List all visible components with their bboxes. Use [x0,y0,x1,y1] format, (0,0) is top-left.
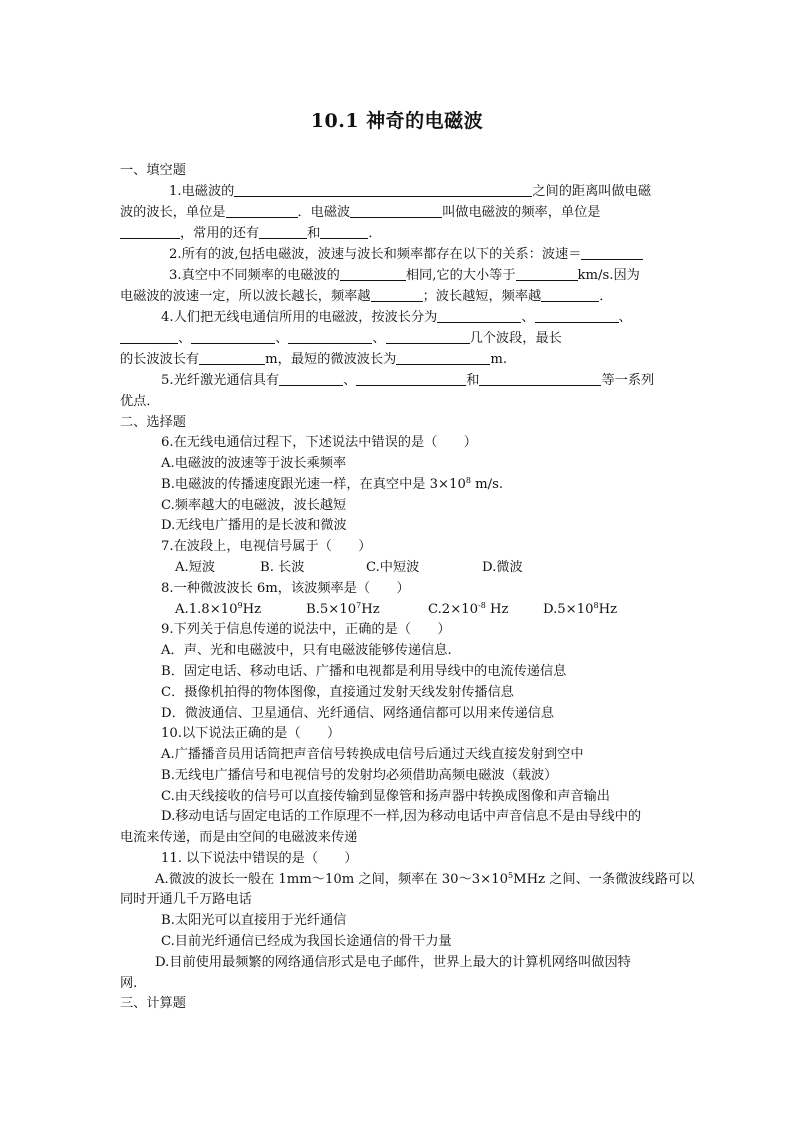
question-7-option-d: D.微波 [482,560,523,575]
section-fill-in: 一、填空题 [120,163,186,178]
question-6-option-b: B.电磁波的传播速度跟光速一样，在真空中是 $3\times 10^8$ m/s. [161,476,504,492]
question-9-option-a: A．声、光和电磁波中，只有电磁波能够传递信息. [161,643,452,658]
question-10-option-c: C.由天线接收的信号可以直接传输到显像管和扬声器中转换成图像和声音输出 [161,789,610,804]
question-11-option-a-line-2: 同时开通几千万路电话 [120,892,252,907]
question-1-line-3: ，常用的还有 和 ． [120,225,382,243]
question-9-option-d: D．微波通信、卫星通信、光纤通信、网络通信都可以用来传递信息 [161,706,555,721]
question-6-stem: 6.在无线电通信过程下，下述说法中错误的是（ ） [161,435,477,450]
question-3-line-2: 电磁波的波速一定，所以波长越长，频率越 ；波长越短，频率越 ． [120,289,613,304]
question-1-line-2: 波的波长，单位是 ．电磁波 叫做电磁波的频率，单位是 [120,205,601,220]
question-6-option-c: C.频率越大的电磁波，波长越短 [161,498,347,513]
blank[interactable] [279,372,343,386]
blank[interactable] [535,309,619,323]
question-4-line-1: 4.人们把无线电通信所用的电磁波，按波长分为 、 、 [161,310,632,325]
question-10-option-a: A.广播播音员用话筒把声音信号转换成电信号后通过天线直接发射到空中 [161,747,584,762]
blank[interactable] [259,225,307,239]
page-title: 10.1 神奇的电磁波 [310,110,484,132]
blank[interactable] [356,372,466,386]
blank[interactable] [199,351,265,365]
question-10-option-d-line-1: D.移动电话与固定电话的工作原理不一样,因为移动电话中声音信息不是由导线中的 [161,809,642,824]
blank[interactable] [234,183,532,197]
question-7-option-a: A.短波 [175,560,216,575]
question-8-stem: 8.一种微波波长 6m，该波频率是（ ） [161,581,410,596]
question-3-line-1: 3.真空中不同频率的电磁波的 相同,它的大小等于 km/s.因为 [169,268,640,283]
question-7-stem: 7.在波段上，电视信号属于（ ） [161,539,372,554]
question-4-line-3: 的长波波长有 m，最短的微波波长为 m. [120,352,508,367]
blank[interactable] [396,351,490,365]
blank[interactable] [120,330,178,344]
question-11-option-b: B.太阳光可以直接用于光纤通信 [161,913,347,928]
question-10-stem: 10.以下说法正确的是（ ） [161,726,341,741]
question-8-option-b: $B.5\times 10^7Hz$ [306,601,380,617]
blank[interactable] [437,309,521,323]
blank[interactable] [386,330,470,344]
question-11-stem: 11. 以下说法中错误的是（ ） [161,851,358,866]
question-11-option-a-line-1: A.微波的波长一般在 1mm～10m 之间，频率在 $30\sim 3\times 10^5MHz$ 之间、一条微波线路可以 [155,871,695,887]
question-7-option-c: C.中短波 [366,560,420,575]
question-10-option-b: B.无线电广播信号和电视信号的发射均必须借助高频电磁波（载波） [161,768,558,783]
blank[interactable] [350,204,442,218]
blank[interactable] [320,225,368,239]
question-11-option-d-line-1: D.目前使用最频繁的网络通信形式是电子邮件，世界上最大的计算机网络叫做因特 [155,955,631,970]
blank[interactable] [581,246,643,260]
question-5-line-2: 优点． [120,394,160,409]
question-6-option-d: D.无线电广播用的是长波和微波 [161,518,347,533]
question-2: 2.所有的波,包括电磁波，波速与波长和频率都存在以下的关系：波速＝ [169,246,643,264]
blank[interactable] [226,204,298,218]
section-calculation: 三、计算题 [120,996,186,1011]
section-multiple-choice: 二、选择题 [120,415,186,430]
question-11-option-c: C.目前光纤通信已经成为我国长途通信的骨干力量 [161,934,452,949]
blank[interactable] [479,372,601,386]
question-8-option-d: $D.5\times 10^8Hz$ [543,601,618,617]
question-6-option-a: A.电磁波的波速等于波长乘频率 [161,456,347,471]
question-10-option-d-line-2: 电流来传递，而是由空间的电磁波来传递 [120,830,358,845]
question-11-option-d-line-2: 网. [120,976,138,991]
question-9-option-c: C．摄像机拍得的物体图像，直接通过发射天线发射传播信息 [161,685,514,700]
question-4-line-2: 、 、 、 几个波段，最长 [120,330,562,348]
question-5-line-1: 5.光纤激光通信具有 、 和 等一系列 [161,373,655,388]
question-7-option-b: B. 长波 [260,560,305,575]
blank[interactable] [516,267,578,281]
blank[interactable] [288,330,372,344]
question-8-option-a: $A.1.8\times 10^9Hz$ [175,601,262,617]
blank[interactable] [371,288,423,302]
question-8-option-c: $C.2\times 10^{-8}$ Hz [428,601,509,617]
blank[interactable] [120,225,180,239]
blank[interactable] [340,267,406,281]
blank[interactable] [191,330,275,344]
question-9-option-b: B．固定电话、移动电话、广播和电视都是利用导线中的电流传递信息 [161,664,567,679]
question-9-stem: 9.下列关于信息传递的说法中，正确的是（ ） [161,622,451,637]
blank[interactable] [541,288,599,302]
question-1-line-1: 1.电磁波的 之间的距离叫做电磁 [169,184,652,199]
